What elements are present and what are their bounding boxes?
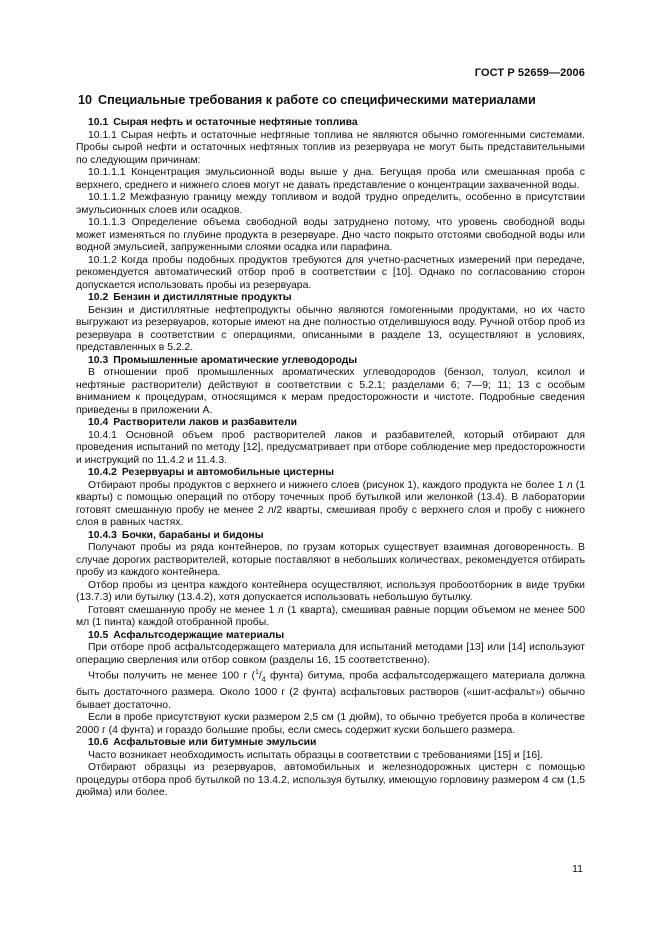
paragraph-10-1-2: 10.1.2 Когда пробы подобных продуктов требуются для учетно-расчетных измерений при передаче, рекомендуется автоматический отбор проб в соответствии с [10]. Однако по согласованию сторон допускается использовать пробы из резервуара. [76,254,585,291]
paragraph-10-5-a: При отборе проб асфальтсодержащего материала для испытаний методами [13] или [14] используют операцию сверления или отбор совком (разделы 16, 15 соответственно). [76,642,585,666]
subsection-heading-10-4: 10.4 Растворители лаков и разбавители [88,417,298,428]
paragraph-10-5-c: Если в пробе присутствуют куски размером 2,5 см (1 дюйм), то обычно требуется проба в количестве 2000 г (4 фунта) и гораздо большие пробы, если смесь содержит куски большего размера. [76,712,585,736]
subsection-heading-10-6: 10.6 Асфальтовые или битумные эмульсии [88,737,317,749]
document-header: ГОСТ Р 52659—2006 [474,67,585,79]
paragraph-10-1-1-3: 10.1.1.3 Определение объема свободной воды затруднено потому, что уровень свободной воды может изменяться по глубине продукта в резервуаре. Дно часто покрыто отстоями свободной воды или водной эмульсией, запруженными слоями осадка или парафина. [76,217,585,253]
paragraph-10-3: В отношении проб промышленных ароматических углеводородов (бензол, толуол, ксилол и нефтяные растворители) действуют в соответствии с 5.2.1; разделами 6; 7—9; 11; 13 с особым вниманием к процедурам, относящимся к мерам предосторожности и чистоте. Подробные сведения приведены в приложении А. [76,367,585,416]
subsection-heading-10-1: 10.1 Сырая нефть и остаточные нефтяные топлива [88,117,358,128]
subsection-heading-10-4-2: 10.4.2 Резервуары и автомобильные цистерны [88,467,335,478]
subsection-heading-10-5: 10.5 Асфальтсодержащие материалы [88,629,285,641]
section-heading [78,93,585,108]
paragraph-10-1-1-1: 10.1.1.1 Концентрация эмульсионной воды выше у дна. Бегущая проба или смешанная проба с верхнего, среднего и нижнего слоев могут не давать представление о концентрации захваченной воды. [76,167,585,191]
paragraph-10-4-3-b: Отбор пробы из центра каждого контейнера осуществляют, используя пробоотборник в виде трубки (13.7.3) или бутылку (13.4.2), хотя допускается использовать небольшую бутылку. [76,579,585,603]
paragraph-10-2: Бензин и дистиллятные нефтепродукты обычно являются гомогенными продуктами, но их часто выгружают из резервуаров, которые имеют на дне полностью отделившуюся воду. Ручной отбор проб из резервуара в соответствии с операциями, описанными в разделе 13, осуществляют в условиях, представленных в 5.2.2. [76,304,585,353]
subsection-heading-10-3: 10.3 Промышленные ароматические углеводороды [88,354,358,366]
paragraph-10-1-1-2: 10.1.1.2 Межфазную границу между топливом и водой трудно определить, особенно в присутствии эмульсионных слоев или осадков. [76,192,585,216]
paragraph-10-5-b: Чтобы получить не менее 100 г ($^1/_4$ фунта) битума, проба асфальтсодержащего материала должна быть достаточного размера. Около 1000 г (2 фунта) асфальтовых растворов («шит-асфальт») обычно бывает достаточно. [76,669,585,711]
paragraph-10-1-1: 10.1.1 Сырая нефть и остаточные нефтяные топлива не являются обычно гомогенными системами. Пробы сырой нефти и остаточных нефтяных топлив из резервуара не могут быть представительными по следующим причинам: [76,129,585,166]
fraction-numerator: 1 [254,669,259,676]
subsection-heading-10-2: 10.2 Бензин и дистиллятные продукты [88,292,292,303]
section-title: Специальные требования к работе со специфическими материалами [98,93,536,107]
paragraph-10-4-3-c: Готовят смешанную пробу не менее 1 л (1 кварта), смешивая равные порции объемом не менее 500 мл (1 пинта) каждой отобранной пробы. [76,604,585,628]
page-content [76,93,585,800]
subsection-heading-10-4-3: 10.4.3 Бочки, барабаны и бидоны [88,529,264,541]
fraction-denominator: 4 [261,676,266,684]
paragraph-10-4-1: 10.4.1 Основной объем проб растворителей лаков и разбавителей, который отбирают для проведения испытаний по методу [12], предусматривает при отборе соблюдение мер предосторожности и инструкций по 11.4.2 и 11.4.3. [76,429,585,466]
paragraph-10-4-2: Отбирают пробы продуктов с верхнего и нижнего слоев (рисунок 1), каждого продукта не более 1 л (1 кварты) с помощью операций по отбору точечных проб бутылкой или желонкой (13.4). В лаборатории готовят смешанную пробу не менее 2 л/2 кварты, смешивая пробу с верхнего слоя и пробу с нижнего слоя в равных частях. [76,479,585,528]
page-number: 11 [572,863,583,875]
paragraph-10-6-b: Отбирают образцы из резервуаров, автомобильных и железнодорожных цистерн с помощью процедуры отбора проб бутылкой по 13.4.2, используя бутылку, имеющую горловину размером 4 см (1,5 дюйма) или более. [76,762,585,799]
paragraph-10-6-a: Часто возникает необходимость испытать образцы в соответствии с требованиями [15] и [16]. [88,749,543,761]
section-number: 10 [78,93,93,107]
paragraph-10-4-3-a: Получают пробы из ряда контейнеров, по грузам которых существует взаимная договоренность. В случае дорогих растворителей, которые поставляют в небольших количествах, рекомендуется отбирать пробу из каждого контейнера. [76,542,585,578]
